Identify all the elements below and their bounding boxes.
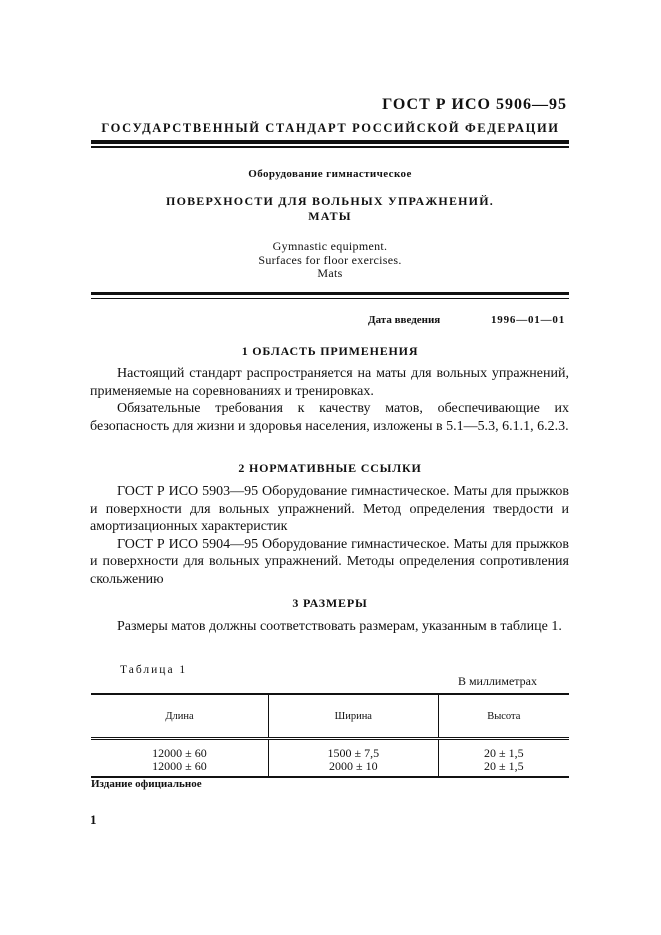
section1-para1: Настоящий стандарт распространяется на маты для вольных упражнений, применяемые на соревнованиях и тренировках.	[90, 366, 569, 399]
document-subtitle: Оборудование гимнастическое	[248, 168, 412, 180]
section2-heading: 2 НОРМАТИВНЫЕ ССЫЛКИ	[238, 461, 422, 475]
table-cell: 2000 ± 10	[268, 760, 438, 777]
intro-date-label: Дата введения	[368, 314, 441, 326]
dimensions-table	[91, 693, 569, 778]
section1-body	[90, 365, 569, 435]
table-header-width: Ширина	[268, 694, 438, 739]
table-cell: 1500 ± 7,5	[268, 739, 438, 761]
english-title-line2: Surfaces for floor exercises.	[258, 253, 402, 267]
section3-para1: Размеры матов должны соответствовать размерам, указанным в таблице 1.	[117, 619, 562, 634]
state-standard-banner: ГОСУДАРСТВЕННЫЙ СТАНДАРТ РОССИЙСКОЙ ФЕДЕРАЦИИ	[101, 121, 560, 135]
table-cell: 12000 ± 60	[91, 739, 268, 761]
section2-ref2: ГОСТ Р ИСО 5904—95 Оборудование гимнастическое. Маты для прыжков и поверхности для вольных упражнений. Методы определения сопротивления скольжению	[90, 536, 569, 587]
section3-heading: 3 РАЗМЕРЫ	[292, 596, 368, 610]
title-rule-thick	[91, 292, 569, 295]
table-cell: 20 ± 1,5	[484, 759, 524, 773]
section2-body	[90, 483, 569, 588]
section2-ref1: ГОСТ Р ИСО 5903—95 Оборудование гимнастическое. Маты для прыжков и поверхности для вольных упражнений. Метод определения твердости и амортизационных характеристик	[90, 484, 569, 534]
header-rule-thick	[91, 140, 569, 144]
section3-body	[90, 618, 569, 636]
header-rule-thin	[91, 146, 569, 148]
table-header-length: Длина	[91, 694, 268, 739]
table-caption: Таблица 1	[120, 664, 188, 676]
table-units: В миллиметрах	[457, 674, 537, 688]
table-row	[91, 739, 569, 761]
intro-date-value: 1996—01—01	[491, 314, 565, 326]
document-title-line1: ПОВЕРХНОСТИ ДЛЯ ВОЛЬНЫХ УПРАЖНЕНИЙ.	[166, 194, 494, 208]
english-title-line1: Gymnastic equipment.	[272, 239, 388, 253]
table-row	[91, 760, 569, 777]
gost-code: ГОСТ Р ИСО 5906—95	[382, 96, 567, 113]
english-title-line3: Mats	[317, 266, 343, 280]
document-title-line2: МАТЫ	[308, 209, 352, 223]
table-cell: 20 ± 1,5	[484, 746, 524, 760]
page-number: 1	[90, 812, 97, 827]
official-edition-note: Издание официальное	[91, 778, 202, 790]
section1-heading: 1 ОБЛАСТЬ ПРИМЕНЕНИЯ	[241, 344, 419, 358]
table-header-height: Высота	[487, 710, 521, 722]
table-cell: 12000 ± 60	[91, 760, 268, 777]
section1-para2: Обязательные требования к качеству матов, обеспечивающие их безопасность для жизни и здоровья населения, изложены в 5.1—5.3, 6.1.1, 6.2.3.	[90, 401, 569, 434]
table-header-row	[91, 694, 569, 739]
title-rule-thin	[91, 298, 569, 299]
